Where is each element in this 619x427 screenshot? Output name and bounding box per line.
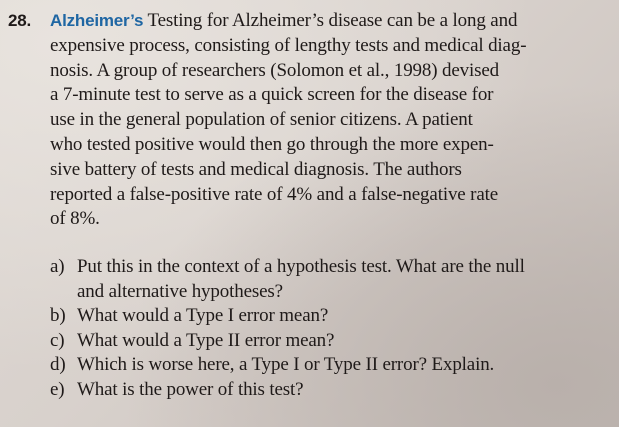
problem-line-9: of 8%. xyxy=(50,208,100,230)
problem-body xyxy=(50,9,615,232)
problem-line-7: sive battery of tests and medical diagnosis. The authors xyxy=(50,158,462,180)
question-text: What would a Type II error mean? xyxy=(77,329,335,351)
question-label: b) xyxy=(50,305,66,327)
problem-line-4: a 7-minute test to serve as a quick screen for the disease for xyxy=(50,84,494,106)
problem-line-2: expensive process, consisting of lengthy tests and medical diag- xyxy=(50,34,527,56)
problem-line-8: reported a false-positive rate of 4% and a false-negative rate xyxy=(50,183,499,205)
problem-title: Alzheimer’s xyxy=(50,11,144,30)
question-text: Put this in the context of a hypothesis test. What are the null xyxy=(77,256,525,277)
question-a-continued xyxy=(72,280,612,305)
problem-line-3: nosis. A group of researchers (Solomon et al., 1998) devised xyxy=(50,59,500,81)
question-d xyxy=(50,353,612,378)
question-text: and alternative hypotheses? xyxy=(77,280,283,302)
problem-line-1 xyxy=(50,9,615,34)
problem-line-6: who tested positive would then go through the more expen- xyxy=(50,133,494,155)
question-label: e) xyxy=(50,378,65,400)
question-b xyxy=(50,304,612,329)
problem-number: 28. xyxy=(8,11,32,30)
question-label: d) xyxy=(50,354,66,376)
question-c xyxy=(50,329,612,354)
question-text: Which is worse here, a Type I or Type II error? Explain. xyxy=(77,354,495,376)
question-text: What would a Type I error mean? xyxy=(77,305,329,327)
question-a xyxy=(50,255,612,280)
question-e xyxy=(50,378,612,403)
question-label: a) xyxy=(50,256,65,277)
question-text: What is the power of this test? xyxy=(77,378,304,400)
question-label: c) xyxy=(50,329,65,351)
problem-line-5: use in the general population of senior citizens. A patient xyxy=(50,109,473,131)
question-list xyxy=(50,255,612,403)
problem-line-1-text: Testing for Alzheimer’s disease can be a long and xyxy=(147,10,518,31)
